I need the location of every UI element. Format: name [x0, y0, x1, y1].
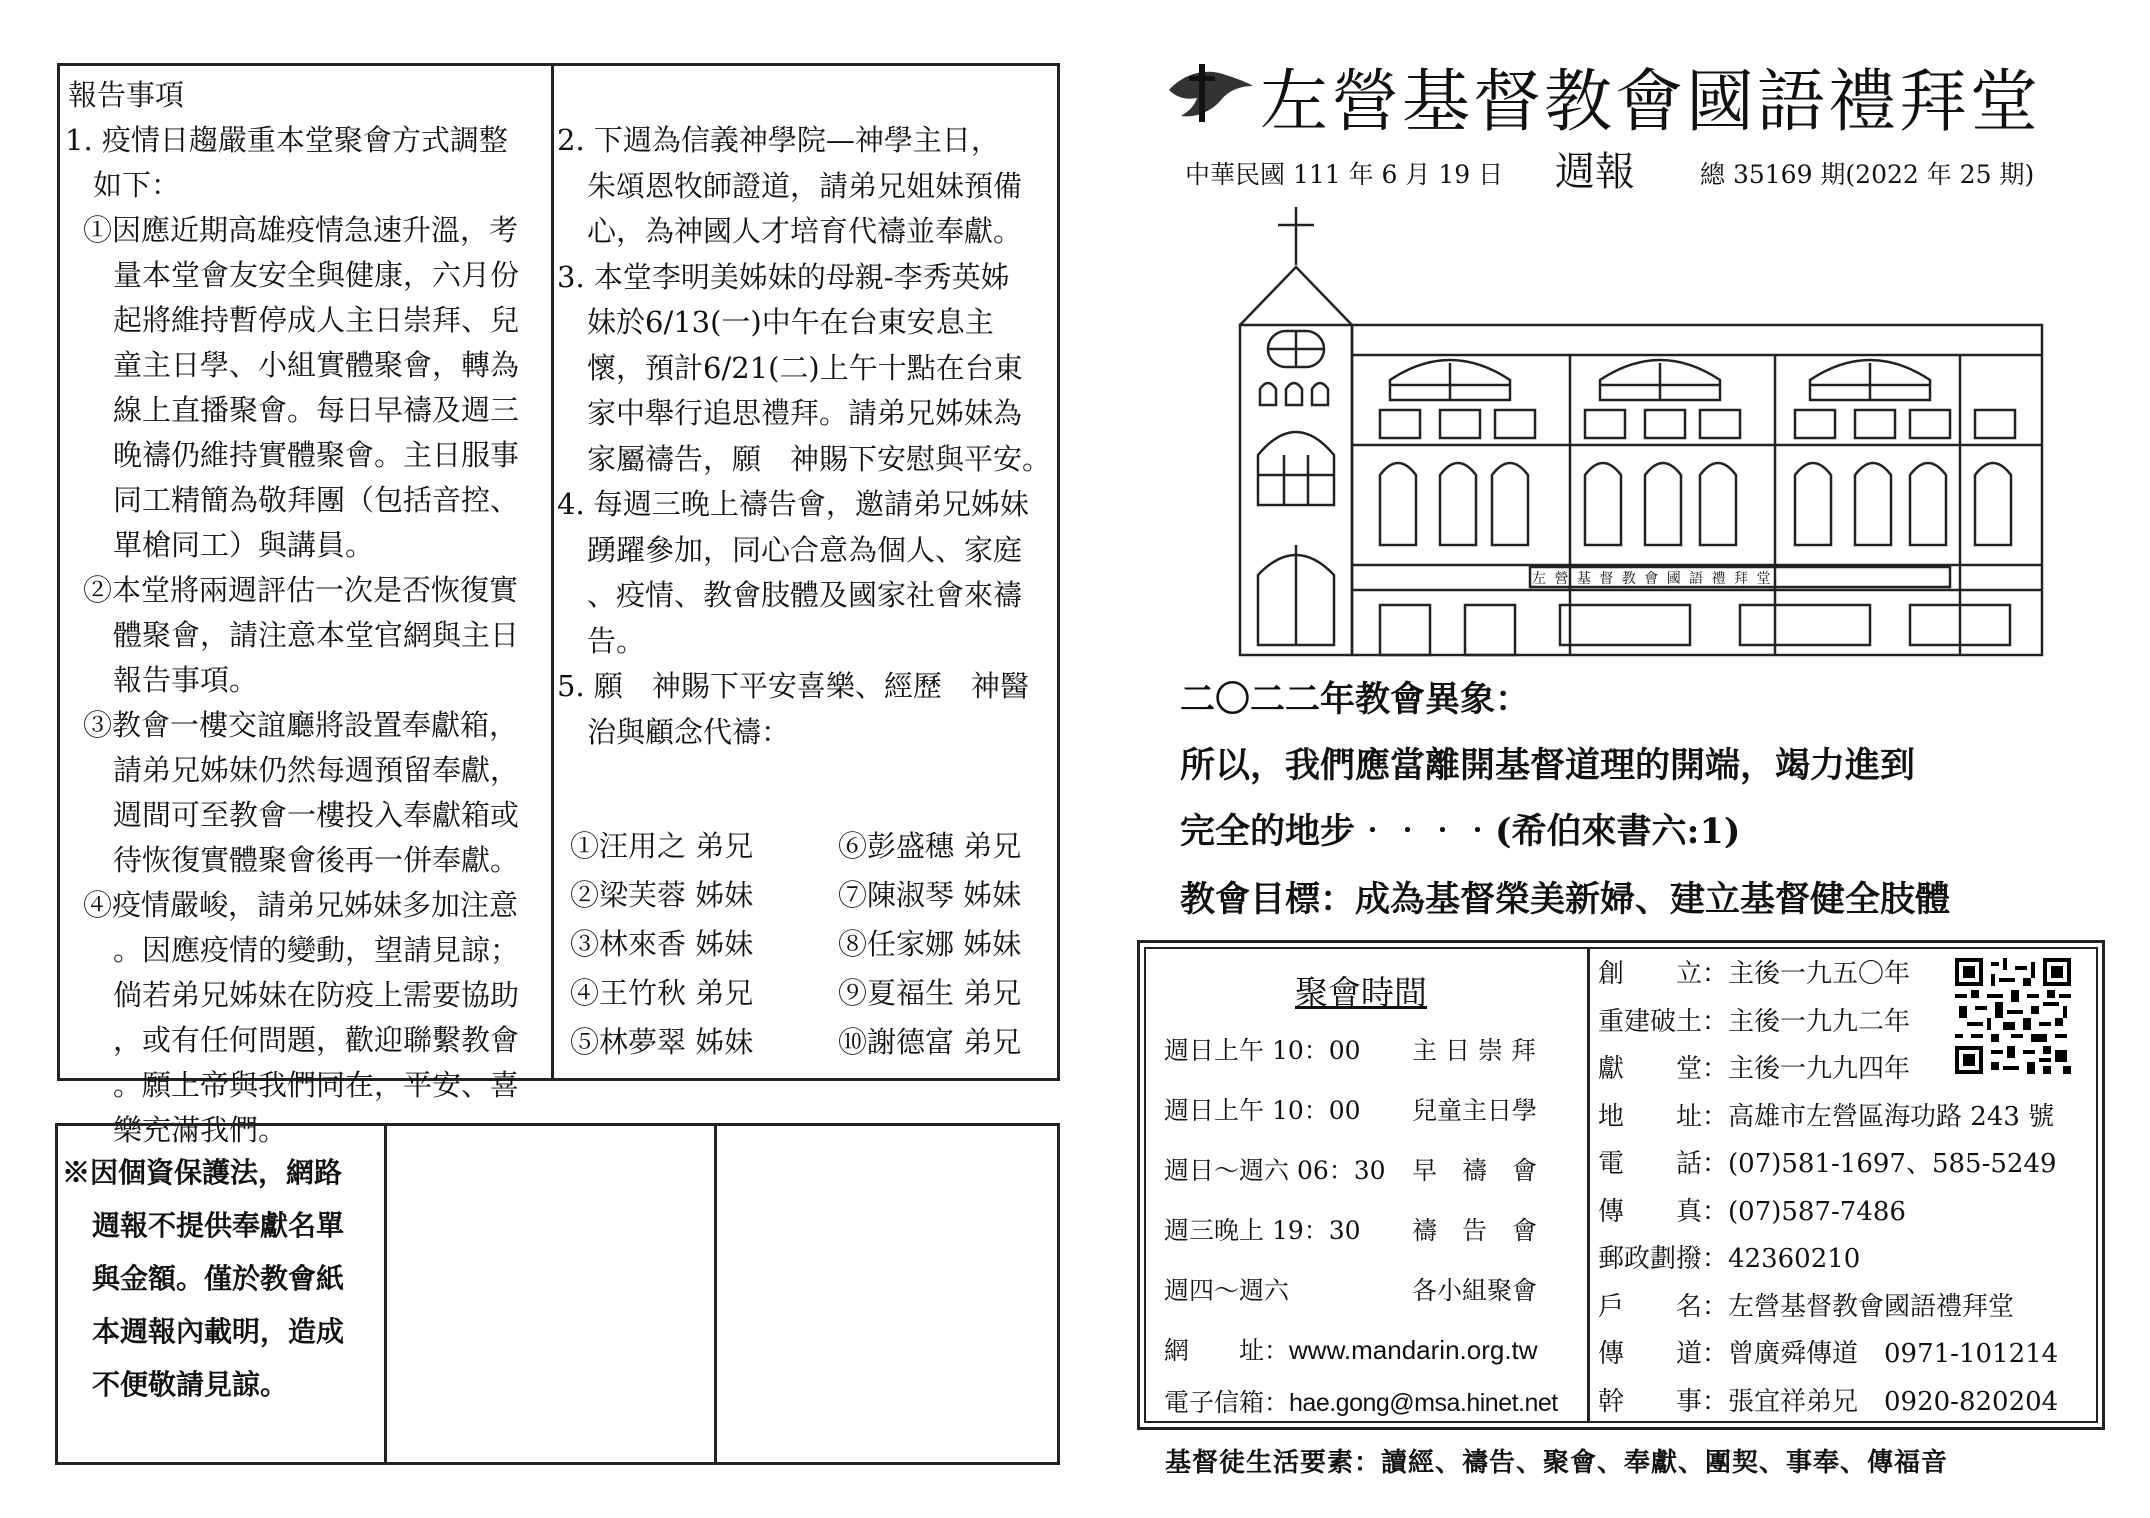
announcement-line: 家中舉行追思禮拜。請弟兄姊妹為	[587, 396, 1023, 430]
announcements-col2	[557, 118, 1057, 755]
schedule-time: 週日上午 10：00	[1164, 1096, 1361, 1125]
schedule-row	[1164, 1151, 1584, 1191]
privacy-line: 與金額。僅於教會紙	[92, 1262, 345, 1295]
prayer-name: ④王竹秋 弟兄	[570, 976, 754, 1010]
announcement-line: 請弟兄姊妹仍然每週預留奉獻，	[113, 753, 520, 787]
info-value: 主後一九九二年	[1728, 1006, 1911, 1037]
footer-motto: 基督徒生活要素：讀經、禱告、聚會、奉獻、團契、事奉、傳福音	[1165, 1448, 1949, 1478]
prayer-row	[570, 1020, 1055, 1069]
info-row	[1598, 1143, 2057, 1180]
prayer-row	[570, 873, 1055, 922]
schedule-event: 禱 告 會	[1412, 1216, 1538, 1245]
issue-number: 總 35169 期(2022 年 25 期)	[1700, 160, 2035, 189]
prayer-name: ②梁芙蓉 姊妹	[570, 878, 754, 912]
info-label: 幹 事：	[1598, 1386, 1729, 1417]
prayer-name: ⑦陳淑琴 姊妹	[838, 878, 1022, 912]
announcement-line: 妹於6/13(一)中午在台東安息主	[587, 305, 994, 339]
info-value: 主後一九五〇年	[1728, 959, 1911, 989]
prayer-list	[570, 824, 1055, 1069]
prayer-row	[570, 824, 1055, 873]
info-label: 戶 名：	[1598, 1291, 1729, 1322]
announcements-box	[57, 63, 1060, 1147]
info-value: 高雄市左營區海功路 243 號	[1728, 1101, 2055, 1132]
privacy-line: 本週報內載明，造成	[92, 1315, 345, 1348]
info-label: 地 址：	[1598, 1101, 1729, 1132]
announcement-line: 5. 願 神賜下平安喜樂、經歷 神醫	[557, 669, 1029, 703]
schedule-time: 週日～週六 06：30	[1164, 1156, 1386, 1185]
schedule-row	[1164, 1031, 1584, 1071]
building-sign: 左 營 基 督 教 會 國 語 禮 拜 堂	[1532, 571, 1773, 587]
info-value: 左營基督教會國語禮拜堂	[1728, 1291, 2015, 1322]
announcement-line: 、疫情、教會肢體及國家社會來禱	[587, 578, 1023, 612]
schedule-event: 各小組聚會	[1412, 1276, 1538, 1305]
announcement-line: 4. 每週三晚上禱告會，邀請弟兄姊妹	[557, 487, 1029, 521]
column-divider	[551, 66, 554, 1078]
prayer-name: ⑥彭盛穗 弟兄	[838, 829, 1022, 863]
info-label: 電 話：	[1598, 1149, 1729, 1179]
info-row	[1598, 1381, 2058, 1418]
announcement-line: 。因應疫情的變動，望請見諒；	[113, 933, 520, 967]
info-label: 傳 真：	[1598, 1196, 1729, 1227]
announcement-line: 如下：	[93, 168, 181, 202]
prayer-name: ①汪用之 弟兄	[570, 829, 754, 863]
info-row	[1598, 1333, 2058, 1370]
vision-title: 二〇二二年教會異象：	[1180, 679, 1531, 720]
schedule-event: 早 禱 會	[1412, 1156, 1538, 1185]
announcement-line: ①因應近期高雄疫情急速升溫，考	[83, 213, 519, 247]
info-label: 創 立：	[1598, 959, 1729, 989]
announcement-line: ，或有任何問題，歡迎聯繫教會	[113, 1023, 520, 1057]
privacy-divider-2	[714, 1126, 717, 1462]
bulletin-label: 週報	[1555, 149, 1635, 195]
church-name: 左營基督教會國語禮拜堂	[1260, 63, 2042, 142]
info-value: 張宜祥弟兄 0920-820204	[1728, 1386, 2059, 1417]
announcement-line: 懷，預計6/21(二)上午十點在台東	[587, 350, 1023, 385]
website-link[interactable]: www.mandarin.org.tw	[1289, 1335, 1538, 1365]
info-label: 郵政劃撥：	[1598, 1244, 1729, 1274]
info-value: (07)581-1697、585-5249	[1728, 1149, 2057, 1179]
announcement-line: ②本堂將兩週評估一次是否恢復實	[83, 573, 519, 607]
announcement-line: 起將維持暫停成人主日崇拜、兒	[113, 303, 520, 337]
info-value: 42360210	[1728, 1244, 1861, 1274]
qr-code-icon	[1955, 958, 2071, 1074]
announcement-line: 朱頌恩牧師證道，請弟兄姐妹預備	[587, 168, 1023, 203]
schedule-info-divider	[1587, 947, 1590, 1423]
announcement-line: 童主日學、小組實體聚會，轉為	[113, 348, 520, 382]
schedule-time: 週三晚上 19：30	[1164, 1216, 1361, 1245]
info-label: 獻 堂：	[1598, 1054, 1729, 1084]
prayer-name: ⑩謝德富 弟兄	[838, 1025, 1022, 1059]
church-goal: 教會目標：成為基督榮美新婦、建立基督健全肢體	[1180, 879, 1951, 920]
announcement-line: 樂充滿我們。	[113, 1113, 288, 1147]
info-value: 曾廣舜傳道 0971-101214	[1728, 1339, 2059, 1369]
announcements-col1	[65, 118, 545, 1153]
info-value: 主後一九九四年	[1728, 1054, 1911, 1084]
announcements-heading: 報告事項	[68, 78, 185, 112]
privacy-note	[62, 1146, 382, 1411]
church-logo-icon	[1165, 60, 1255, 126]
announcement-line: 3. 本堂李明美姊妹的母親-李秀英姊	[557, 259, 1010, 294]
info-label: 重建破土：	[1598, 1006, 1729, 1037]
info-value: (07)587-7486	[1728, 1196, 1906, 1227]
privacy-line: ※因個資保護法，網路	[62, 1156, 343, 1189]
schedule-time: 週日上午 10：00	[1164, 1036, 1361, 1065]
schedule-time: 週四～週六	[1164, 1276, 1290, 1305]
prayer-row	[570, 922, 1055, 971]
date-line: 中華民國 111 年 6 月 19 日	[1185, 160, 1504, 189]
announcement-line: 單槍同工）與講員。	[113, 528, 375, 562]
privacy-divider-1	[384, 1126, 387, 1462]
email-row	[1164, 1383, 1558, 1419]
prayer-name: ⑧任家娜 姊妹	[838, 927, 1022, 961]
schedule-list	[1164, 1031, 1584, 1331]
schedule-row	[1164, 1271, 1584, 1311]
schedule-row	[1164, 1091, 1584, 1131]
website-row	[1164, 1331, 1538, 1367]
announcement-line: 倘若弟兄姊妹在防疫上需要協助	[113, 978, 520, 1012]
announcement-line: 量本堂會友安全與健康，六月份	[113, 258, 520, 292]
announcement-line: 待恢復實體聚會後再一併奉獻。	[113, 843, 520, 877]
announcement-line: 家屬禱告，願 神賜下安慰與平安。	[587, 441, 1052, 476]
announcement-line: 告。	[587, 623, 646, 658]
schedule-event: 主 日 崇 拜	[1412, 1036, 1536, 1065]
prayer-name: ⑨夏福生 弟兄	[838, 976, 1022, 1010]
announcement-line: ③教會一樓交誼廳將設置奉獻箱，	[83, 708, 519, 742]
privacy-line: 週報不提供奉獻名單	[92, 1209, 345, 1242]
prayer-name: ⑤林夢翠 姊妹	[570, 1025, 754, 1059]
schedule-heading: 聚會時間	[1295, 973, 1427, 1012]
email-label: 電子信箱：	[1164, 1388, 1290, 1417]
vision-line2: 完全的地步‧‧‧‧(希伯來書六:1)	[1180, 811, 1741, 852]
info-row	[1598, 953, 1910, 990]
info-row	[1598, 1191, 1906, 1228]
announcement-line: 心，為神國人才培育代禱並奉獻。	[587, 214, 1023, 248]
info-row	[1598, 1286, 2014, 1323]
announcement-line: 晚禱仍維持實體聚會。主日服事	[113, 438, 520, 472]
announcement-line: 踴躍參加，同心合意為個人、家庭	[587, 532, 1023, 567]
info-row	[1598, 1238, 1860, 1275]
website-label: 網 址：	[1164, 1336, 1290, 1365]
announcement-line: 線上直播聚會。每日早禱及週三	[113, 393, 520, 427]
announcement-line: 2. 下週為信義神學院—神學主日，	[557, 123, 1000, 157]
schedule-info-box	[1137, 940, 2105, 1430]
email-link[interactable]: hae.gong@msa.hinet.net	[1289, 1389, 1558, 1417]
announcement-line: 1. 疫情日趨嚴重本堂聚會方式調整	[65, 123, 508, 157]
info-row	[1598, 1001, 1910, 1038]
info-row	[1598, 1048, 1910, 1085]
announcement-line: 同工精簡為敬拜團（包括音控、	[113, 483, 520, 517]
prayer-row	[570, 971, 1055, 1020]
info-label: 傳 道：	[1598, 1339, 1729, 1369]
announcement-line: 週間可至教會一樓投入奉獻箱或	[113, 798, 520, 832]
privacy-box	[55, 1123, 1060, 1465]
announcement-line: 體聚會，請注意本堂官網與主日	[113, 618, 520, 652]
announcement-line: 治與顧念代禱：	[587, 714, 791, 749]
vision-line1: 所以，我們應當離開基督道理的開端，竭力進到	[1180, 745, 1916, 786]
schedule-event: 兒童主日學	[1412, 1096, 1538, 1125]
announcement-line: 。願上帝與我們同在，平安、喜	[113, 1068, 520, 1102]
privacy-line: 不便敬請見諒。	[92, 1368, 289, 1401]
announcement-line: 報告事項。	[113, 663, 259, 697]
church-building-illustration	[1230, 205, 2050, 665]
announcement-line: ④疫情嚴峻，請弟兄姊妹多加注意	[83, 888, 519, 922]
info-row	[1598, 1096, 2054, 1133]
prayer-name: ③林來香 姊妹	[570, 927, 754, 961]
schedule-row	[1164, 1211, 1584, 1251]
